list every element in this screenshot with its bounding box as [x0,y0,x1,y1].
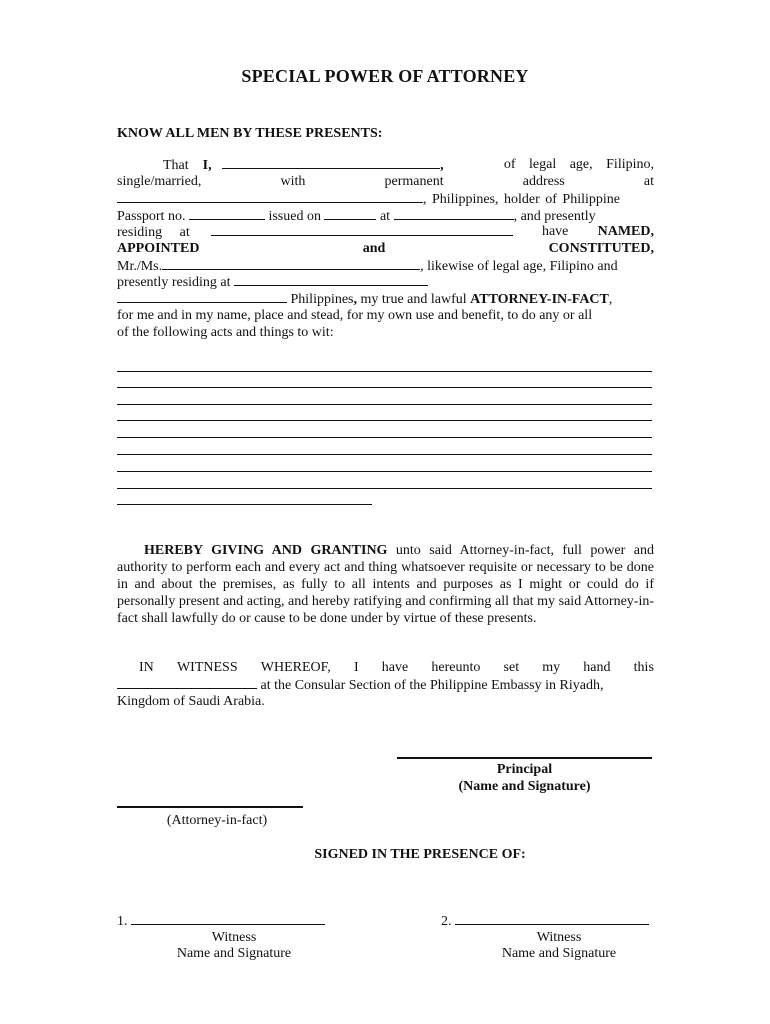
at-text-2: at [379,209,391,224]
witness-line1 [139,659,654,676]
acts-line-1[interactable] [117,371,652,372]
date-blank[interactable] [117,676,257,689]
constituted-text: CONSTITUTED, [548,241,654,256]
document-title: SPECIAL POWER OF ATTORNEY [241,66,529,86]
that-word: That [163,158,189,173]
p1-line11: of the following acts and things to wit: [117,325,334,340]
have-text: have [541,224,569,239]
p1-line1 [117,156,654,174]
and-text: and [362,241,386,256]
p1-line6 [117,240,654,257]
w-have: have [381,660,409,675]
p1-line2 [117,173,654,190]
witness-1-row [117,912,325,930]
comma-bold: , [353,292,358,307]
w-in: IN [139,660,154,675]
giving-paragraph [117,542,654,627]
giving-lead: HEREBY GIVING AND GRANTING [144,543,388,558]
consular-text: at the Consular Section of the Philippine Embassy in Riyadh, [257,678,604,693]
for-me-text: for me and in my name, place and stead, for my own use and benefit, to do any or all [117,308,593,323]
witness-2-blank[interactable] [455,912,649,925]
residing-text: residing [117,225,163,240]
attorney-signature-line[interactable] [117,806,303,808]
acts-line-9[interactable] [117,504,372,505]
address-text: address [522,174,565,189]
witness-2-sub: Name and Signature [501,946,617,961]
passport-text: Passport no. [117,209,186,224]
witness-line2 [117,676,654,694]
witness-line3: Kingdom of Saudi Arabia. [117,694,265,709]
w-hereunto: hereunto [431,660,481,675]
principal-sub: (Name and Signature) [458,779,591,794]
at-text: at [643,174,654,189]
civil-status-text: single/married, [117,174,202,189]
issue-date-blank[interactable] [324,207,376,220]
true-and-lawful-visible: my true and lawful [357,292,471,307]
attorney-in-fact-text: ATTORNEY-IN-FACT [470,292,609,307]
residence-blank[interactable] [211,223,513,236]
witness-1-num: 1. [117,914,128,929]
appointed-text: APPOINTED [117,241,200,256]
issued-on-text: issued on [268,209,321,224]
comma: , [440,158,444,173]
witness-2-row [441,912,649,930]
principal-label: Principal [496,762,553,777]
giving-rest: unto said Attorney-in-fact, full power and authority to perform each and every act and thing whatsoever requisite or necessary to be done in and about the premises, as fully to all intents and purposes as I might or could do if personally present and acting, and hereby ratifying and confirming all that my said Attorney-in-fact shall lawfully do or cause to be done under by virtue of these presents. [117,543,654,626]
comma-end: , [608,292,613,307]
p1-line9 [117,290,654,308]
signed-presence-heading: SIGNED IN THE PRESENCE OF: [314,847,526,862]
presently-residing-text: presently residing at [117,275,231,290]
principal-signature-line[interactable] [397,757,652,759]
acts-line-6[interactable] [117,454,652,455]
w-set: set [503,660,520,675]
of-legal-age-text: of legal age, Filipino, [503,157,654,172]
issue-place-blank[interactable] [394,207,514,220]
w-whereof: WHEREOF, [260,660,331,675]
p1-line5 [117,223,654,241]
w-this: this [633,660,654,675]
attorney-name-blank[interactable] [162,257,420,270]
witness-2-num: 2. [441,914,452,929]
principal-name-blank[interactable] [222,156,440,169]
p1-line3 [117,190,654,208]
named-text: NAMED, [597,224,654,239]
w-i: I [353,660,359,675]
w-witness: WITNESS [176,660,238,675]
witness-2-label: Witness [536,930,582,945]
acts-line-4[interactable] [117,420,652,421]
philippines-text: Philippines [290,292,354,307]
p1-line8 [117,273,654,291]
with-text: with [280,174,306,189]
attorney-residence-blank-2[interactable] [117,290,287,303]
at-text-3: at [179,225,190,240]
w-hand: hand [583,660,611,675]
permanent-address-blank[interactable] [117,190,423,203]
attorney-residence-blank[interactable] [234,273,428,286]
attorney-label: (Attorney-in-fact) [166,813,268,828]
w-my: my [542,660,561,675]
permanent-text: permanent [384,174,444,189]
acts-line-5[interactable] [117,437,652,438]
mr-ms-text: Mr./Ms. [117,259,163,274]
acts-line-2[interactable] [117,387,652,388]
and-presently-text: , and presently [513,209,596,224]
witness-1-sub: Name and Signature [176,946,292,961]
likewise-text: , likewise of legal age, Filipino and [420,259,618,274]
p1-line10 [117,307,654,324]
acts-line-8[interactable] [117,488,652,489]
acts-line-3[interactable] [117,404,652,405]
passport-number-blank[interactable] [189,207,265,220]
witness-1-label: Witness [211,930,257,945]
philippines-holder-text: , Philippines, holder of Philippine [423,192,620,207]
witness-1-blank[interactable] [131,912,325,925]
i-word: I, [202,158,212,173]
acts-line-7[interactable] [117,471,652,472]
intro-heading: KNOW ALL MEN BY THESE PRESENTS: [117,126,383,141]
